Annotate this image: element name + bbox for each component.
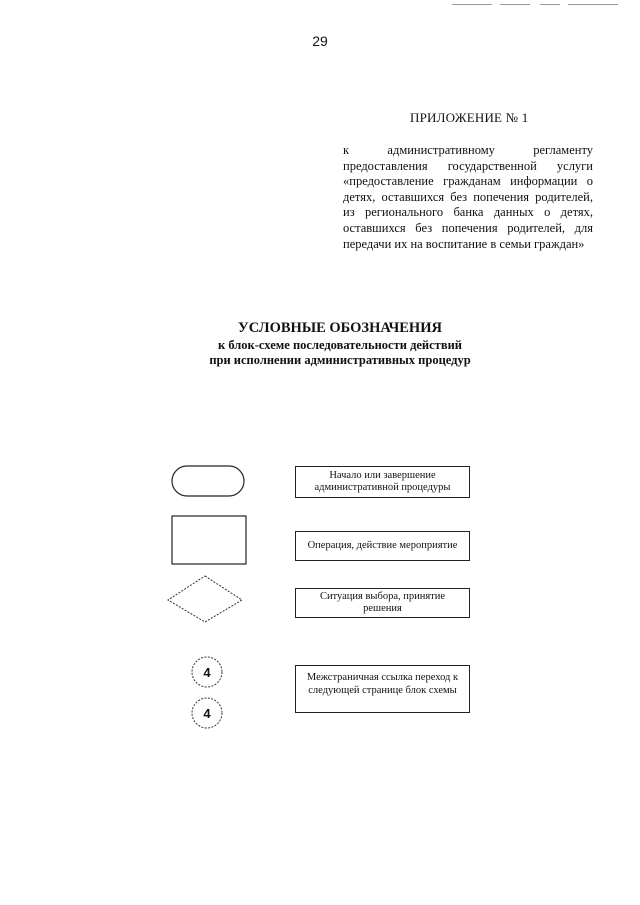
legend-process-text: Операция, действие мероприятие [307, 539, 458, 551]
legend-connector-line2: следующей странице блок схемы [308, 684, 457, 696]
legend-box-decision [295, 588, 470, 618]
legend-box-connector [295, 665, 470, 713]
legend-box-terminator [295, 466, 470, 498]
legend-connector-line1: Межстраничная ссылка переход к [306, 672, 459, 683]
decision-symbol [168, 576, 242, 622]
page-number: 29 [312, 33, 328, 49]
process-symbol [172, 516, 246, 564]
legend-title: УСЛОВНЫЕ ОБОЗНАЧЕНИЯ [238, 320, 442, 336]
legend-decision-text: Ситуация выбора, принятие решения [319, 590, 446, 614]
legend-terminator-line2: административной процедуры [314, 482, 451, 493]
legend-box-process [295, 531, 470, 561]
connector-label: 4 [203, 706, 211, 721]
legend-subtitle-line1: к блок-схеме последовательности действий [218, 338, 462, 352]
appendix-text: к административному регламенту предоставления государственной услуги «предоставление гражданам информации о детях, оставшихся без попечения родителей, из регионального банка данных о детях, оставшихся без попечения родителей, для передачи их на воспитание в семьи граждан» [343, 143, 593, 251]
terminator-symbol [172, 466, 244, 496]
legend-subtitle-line2: при исполнении административных процедур [209, 353, 471, 367]
connector-label: 4 [203, 665, 211, 680]
appendix-title: ПРИЛОЖЕНИЕ № 1 [410, 110, 529, 125]
legend-terminator-line1: Начало или завершение [329, 469, 436, 481]
